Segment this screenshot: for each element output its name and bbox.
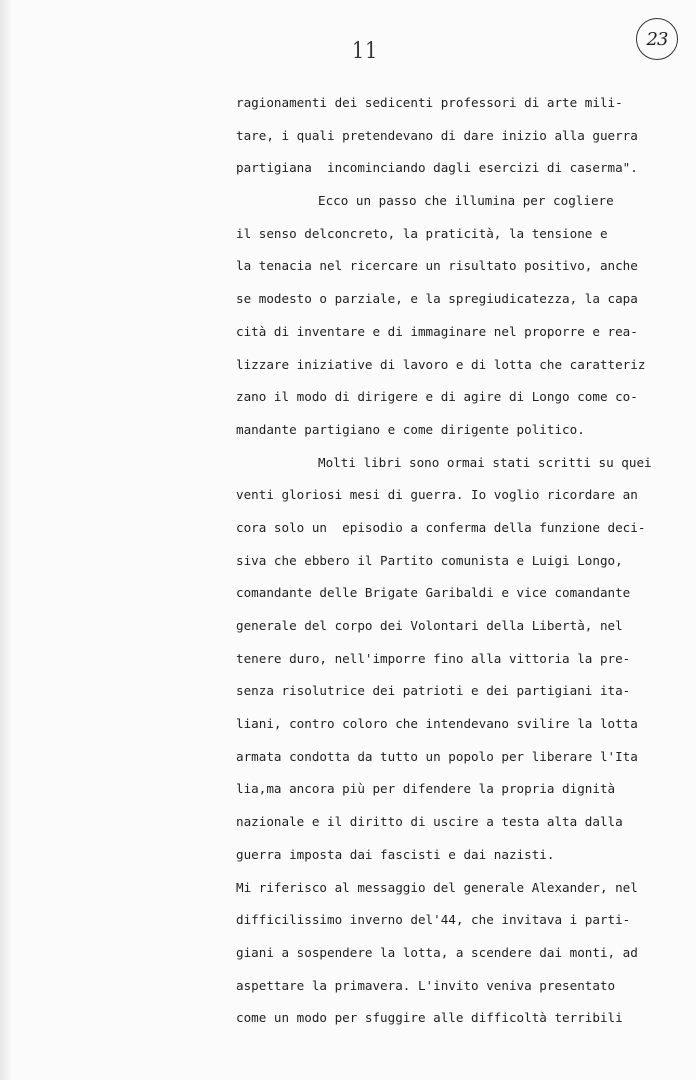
text-line: tenere duro, nell'imporre fino alla vittoria la pre- <box>236 650 631 666</box>
text-line: se modesto o parziale, e la spregiudicatezza, la capa <box>236 291 638 307</box>
text-line: senza risolutrice dei patrioti e dei partigiani ita- <box>236 683 631 699</box>
text-line: giani a sospendere la lotta, a scendere dai monti, ad <box>236 944 638 960</box>
text-line: come un modo per sfuggire alle difficoltà terribili <box>236 1010 623 1026</box>
text-line: liani, contro coloro che intendevano svilire la lotta <box>236 716 638 732</box>
text-line: zano il modo di dirigere e di agire di Longo come co- <box>236 389 638 405</box>
text-line: partigiana incominciando dagli esercizi di caserma". <box>236 160 638 176</box>
handwritten-mark: 11 <box>352 37 379 65</box>
text-line: siva che ebbero il Partito comunista e Luigi Longo, <box>236 552 623 568</box>
text-line: venti gloriosi mesi di guerra. Io voglio ricordare an <box>236 487 638 503</box>
text-line: armata condotta da tutto un popolo per liberare l'Ita <box>236 748 638 764</box>
page-edge-shadow <box>0 0 12 1080</box>
text-line: tare, i quali pretendevano di dare inizio alla guerra <box>236 127 638 143</box>
text-line: Molti libri sono ormai stati scritti su quei <box>318 454 652 470</box>
text-line: la tenacia nel ricercare un risultato positivo, anche <box>236 258 638 274</box>
text-line: cità di inventare e di immaginare nel proporre e rea- <box>236 323 638 339</box>
page-number-stamp: 23 <box>636 18 678 60</box>
text-line: cora solo un episodio a conferma della funzione deci- <box>236 519 646 535</box>
text-line: lia,ma ancora più per difendere la propria dignità <box>236 781 616 797</box>
text-line: lizzare iniziative di lavoro e di lotta che caratteriz <box>236 356 646 372</box>
text-line: generale del corpo dei Volontari della Libertà, nel <box>236 618 623 633</box>
typed-text-body <box>236 93 676 1041</box>
text-line: aspettare la primavera. L'invito veniva presentato <box>236 977 616 993</box>
text-line: nazionale e il diritto di uscire a testa alta dalla <box>236 814 623 830</box>
text-line: ragionamenti dei sedicenti professori di arte mili- <box>236 95 623 110</box>
text-line: Ecco un passo che illumina per cogliere <box>318 193 614 209</box>
text-line: comandante delle Brigate Garibaldi e vice comandante <box>236 585 631 601</box>
text-line: mandante partigiano e come dirigente politico. <box>236 421 585 437</box>
text-line: guerra imposta dai fascisti e dai nazisti. <box>236 846 555 862</box>
text-line: il senso delconcreto, la praticità, la tensione e <box>236 225 608 241</box>
text-line: difficilissimo inverno del'44, che invitava i parti- <box>236 912 631 928</box>
text-line: Mi riferisco al messaggio del generale Alexander, nel <box>236 879 638 895</box>
